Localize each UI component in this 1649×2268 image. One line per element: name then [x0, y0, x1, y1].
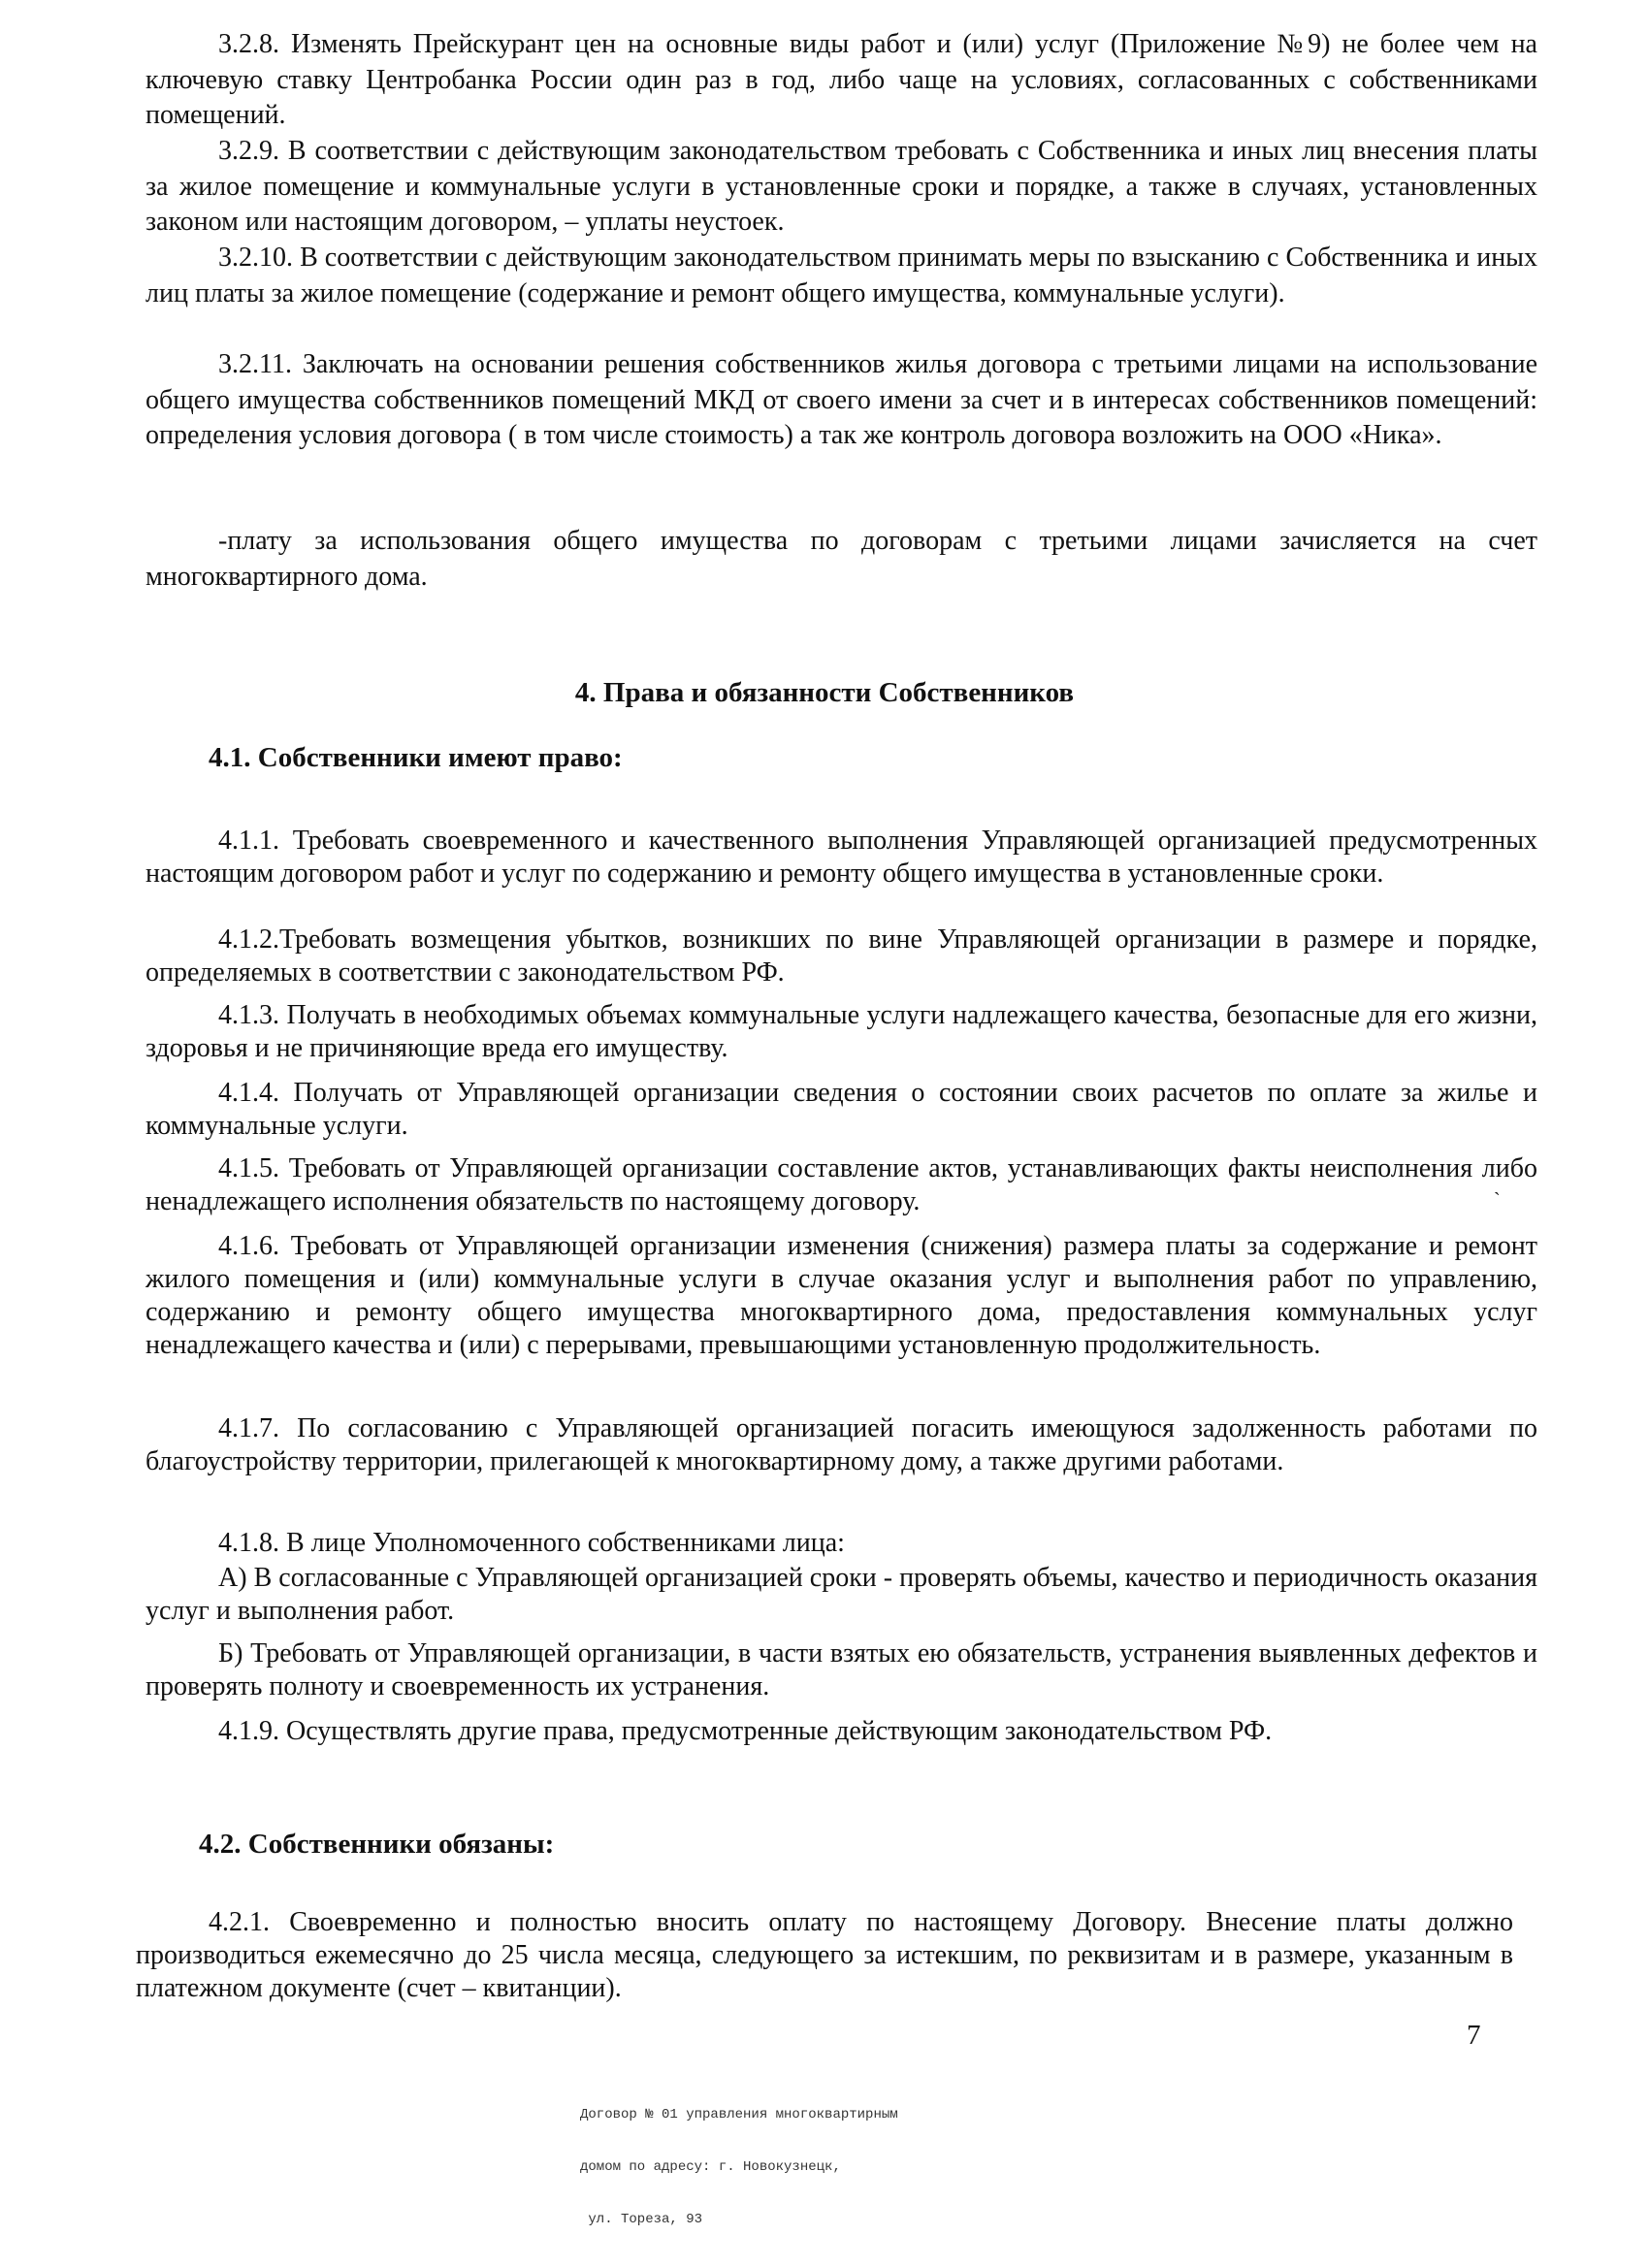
clause-4-1-3: 4.1.3. Получать в необходимых объемах коммунальные услуги надлежащего качества, безопасные для его жизни, здоровья и не причиняющие вреда его имуществу. — [146, 1000, 1537, 1063]
clause-4-1-2: 4.1.2.Требовать возмещения убытков, возникших по вине Управляющей организации в размере и порядке, определяемых в соответствии с законодательством РФ. — [146, 924, 1537, 988]
section-4-title: 4. Права и обязанности Собственников — [574, 677, 1075, 708]
clause-4-1-8-b: Б) Требовать от Управляющей организации, в части взятых ею обязательств, устранения выявленных дефектов и проверять полноту и своевременность их устранения. — [146, 1638, 1537, 1701]
clause-4-1-6: 4.1.6. Требовать от Управляющей организации изменения (снижения) размера платы за содержание и ремонт жилого помещения и (или) коммунальные услуги в случае оказания услуг и выполнения работ по управлению, содержанию и ремонту общего имущества многоквартирного дома, предоставления коммунальных услуг ненадлежащего качества и (или) с перерывами, превышающими установленную продолжительность. — [146, 1231, 1537, 1360]
clause-4-2-1: 4.2.1. Своевременно и полностью вносить оплату по настоящему Договору. Внесение платы должно производиться ежемесячно до 25 числа месяца, следующего за истекшим, по реквизитам и в размере, указанным в платежном документе (счет – квитанции). — [136, 1907, 1513, 2003]
clause-3-2-11: 3.2.11. Заключать на основании решения собственников жилья договора с третьими лицами на использование общего имущества собственников помещений МКД от своего имени за счет и в интересах собственников помещений: определения условия договора ( в том числе стоимость) а так же контроль договора возложить на ООО «Ника». — [146, 349, 1537, 450]
scan-artifact-mark: ` — [1494, 1189, 1501, 1211]
subsection-4-2-title: 4.2. Собственники обязаны: — [199, 1829, 555, 1860]
page-number: 7 — [1467, 2020, 1481, 2051]
clause-4-1-8-a: А) В согласованные с Управляющей организацией сроки - проверять объемы, качество и периодичность оказания услуг и выполнения работ. — [146, 1563, 1537, 1626]
clause-3-2-11-note: -плату за использования общего имущества по договорам с третьими лицами зачисляется на счет многоквартирного дома. — [146, 526, 1537, 592]
subsection-4-1-title: 4.1. Собственники имеют право: — [209, 742, 623, 773]
footer-line-1: Договор № 01 управления многоквартирным — [580, 2107, 898, 2122]
clause-4-1-5: 4.1.5. Требовать от Управляющей организации составление актов, устанавливающих факты неисполнения либо ненадлежащего исполнения обязательств по настоящему договору. — [146, 1153, 1537, 1216]
clause-4-1-4: 4.1.4. Получать от Управляющей организации сведения о состоянии своих расчетов по оплате за жилье и коммунальные услуги. — [146, 1078, 1537, 1141]
clause-4-1-9: 4.1.9. Осуществлять другие права, предусмотренные действующим законодательством РФ. — [218, 1716, 1273, 1746]
clause-4-1-7: 4.1.7. По согласованию с Управляющей организацией погасить имеющуюся задолженность работами по благоустройству территории, прилегающей к многоквартирному дому, а также другими работами. — [146, 1413, 1537, 1476]
clause-4-1-8: 4.1.8. В лице Уполномоченного собственниками лица: — [218, 1528, 845, 1558]
clause-3-2-9: 3.2.9. В соответствии с действующим законодательством требовать с Собственника и иных лиц внесения платы за жилое помещение и коммунальные услуги в установленные сроки и порядке, а также в случаях, установленных законом или настоящим договором, – уплаты неустоек. — [146, 136, 1537, 237]
clause-3-2-8: 3.2.8. Изменять Прейскурант цен на основные виды работ и (или) услуг (Приложение №9) не более чем на ключевую ставку Центробанка России один раз в год, либо чаще на условиях, согласованных с собственниками помещений. — [146, 29, 1537, 130]
footer-line-3: ул. Тореза, 93 — [580, 2212, 703, 2227]
footer-line-2: домом по адресу: г. Новокузнецк, — [580, 2159, 841, 2175]
document-footer — [580, 2071, 898, 2263]
clause-3-2-10: 3.2.10. В соответствии с действующим законодательством принимать меры по взысканию с Собственника и иных лиц платы за жилое помещение (содержание и ремонт общего имущества, коммунальные услуги). — [146, 243, 1537, 308]
clause-4-1-1: 4.1.1. Требовать своевременного и качественного выполнения Управляющей организацией предусмотренных настоящим договором работ и услуг по содержанию и ремонту общего имущества в установленные сроки. — [146, 826, 1537, 889]
